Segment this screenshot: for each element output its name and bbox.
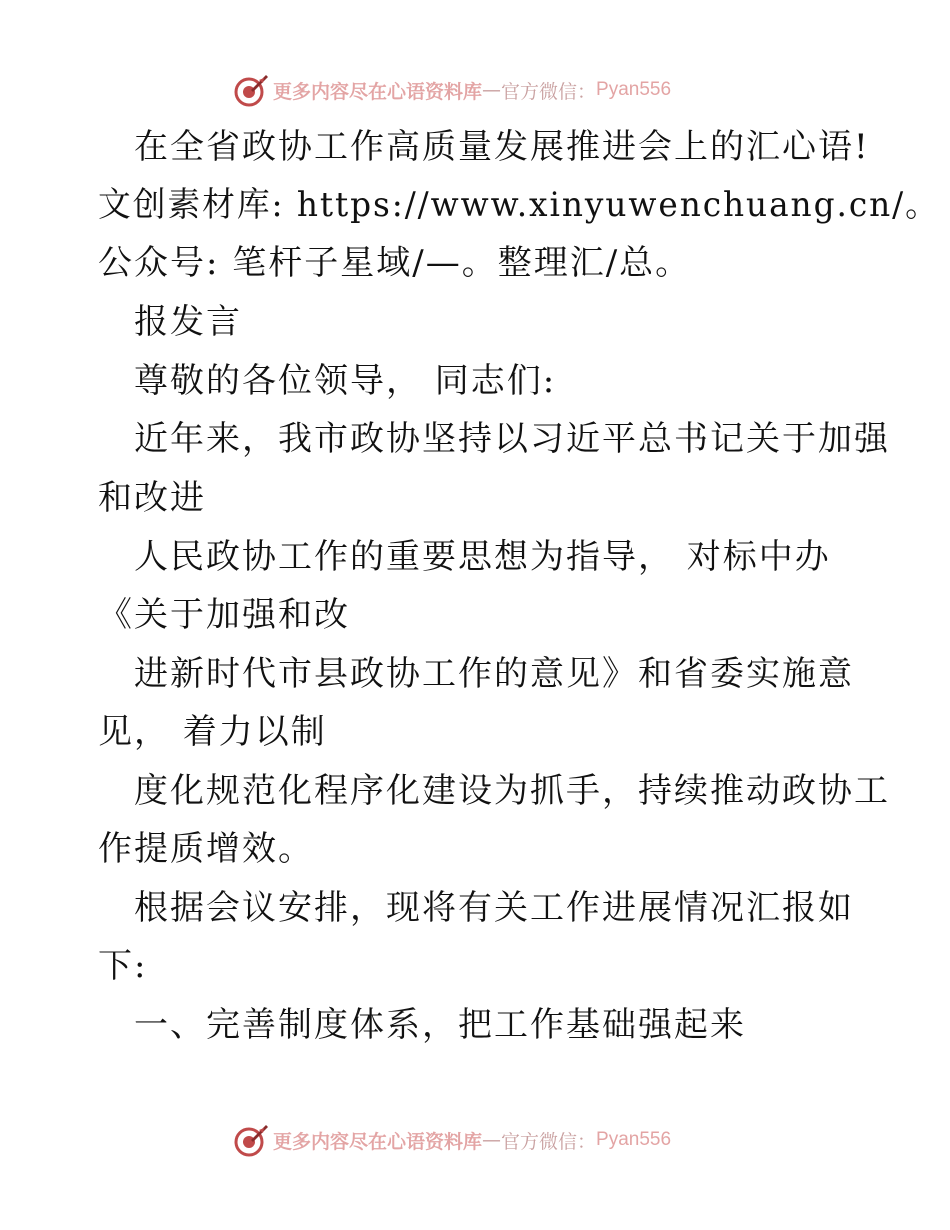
doc-line: 《关于加强和改 bbox=[98, 595, 350, 635]
doc-line: 人民政协工作的重要思想为指导， 对标中办 bbox=[134, 537, 831, 577]
footer-wechat-id: Pyan556 bbox=[596, 1129, 672, 1150]
doc-line: 一、完善制度体系，把工作基础强起来 bbox=[134, 1005, 746, 1045]
doc-line: 公众号: 笔杆子星域/—。整理汇/总。 bbox=[98, 243, 692, 283]
footer-dash: — bbox=[482, 1129, 502, 1151]
footer-banner bbox=[233, 1120, 671, 1160]
header-wechat-label: 官方微信： bbox=[501, 80, 597, 103]
quill-seal-icon bbox=[233, 72, 269, 108]
doc-line: 报发言 bbox=[134, 302, 242, 342]
header-wechat-id: Pyan556 bbox=[596, 79, 672, 100]
footer-promo-text: 更多内容尽在心语资料库 bbox=[273, 1130, 483, 1153]
doc-line: 度化规范化程序化建设为抓手，持续推动政协工 bbox=[134, 771, 890, 811]
doc-line: 下: bbox=[98, 946, 148, 986]
doc-line: 近年来，我市政协坚持以习近平总书记关于加强 bbox=[134, 419, 890, 459]
doc-line: 文创素材库: https://www.xinyuwenchuang.cn/。 bbox=[98, 185, 940, 225]
doc-line: 和改进 bbox=[98, 478, 206, 518]
header-dash: — bbox=[482, 79, 502, 101]
doc-line: 尊敬的各位领导， 同志们: bbox=[134, 361, 557, 401]
doc-line: 根据会议安排，现将有关工作进展情况汇报如 bbox=[134, 888, 854, 928]
header-banner bbox=[233, 70, 671, 110]
doc-line: 在全省政协工作高质量发展推进会上的汇心语! bbox=[134, 127, 870, 167]
footer-wechat-label: 官方微信： bbox=[501, 1130, 597, 1153]
doc-line: 进新时代市县政协工作的意见》和省委实施意 bbox=[134, 654, 854, 694]
header-promo-text: 更多内容尽在心语资料库 bbox=[273, 80, 483, 103]
doc-line: 作提质增效。 bbox=[98, 829, 314, 869]
doc-line: 见， 着力以制 bbox=[98, 712, 327, 752]
quill-seal-icon bbox=[233, 1122, 269, 1158]
